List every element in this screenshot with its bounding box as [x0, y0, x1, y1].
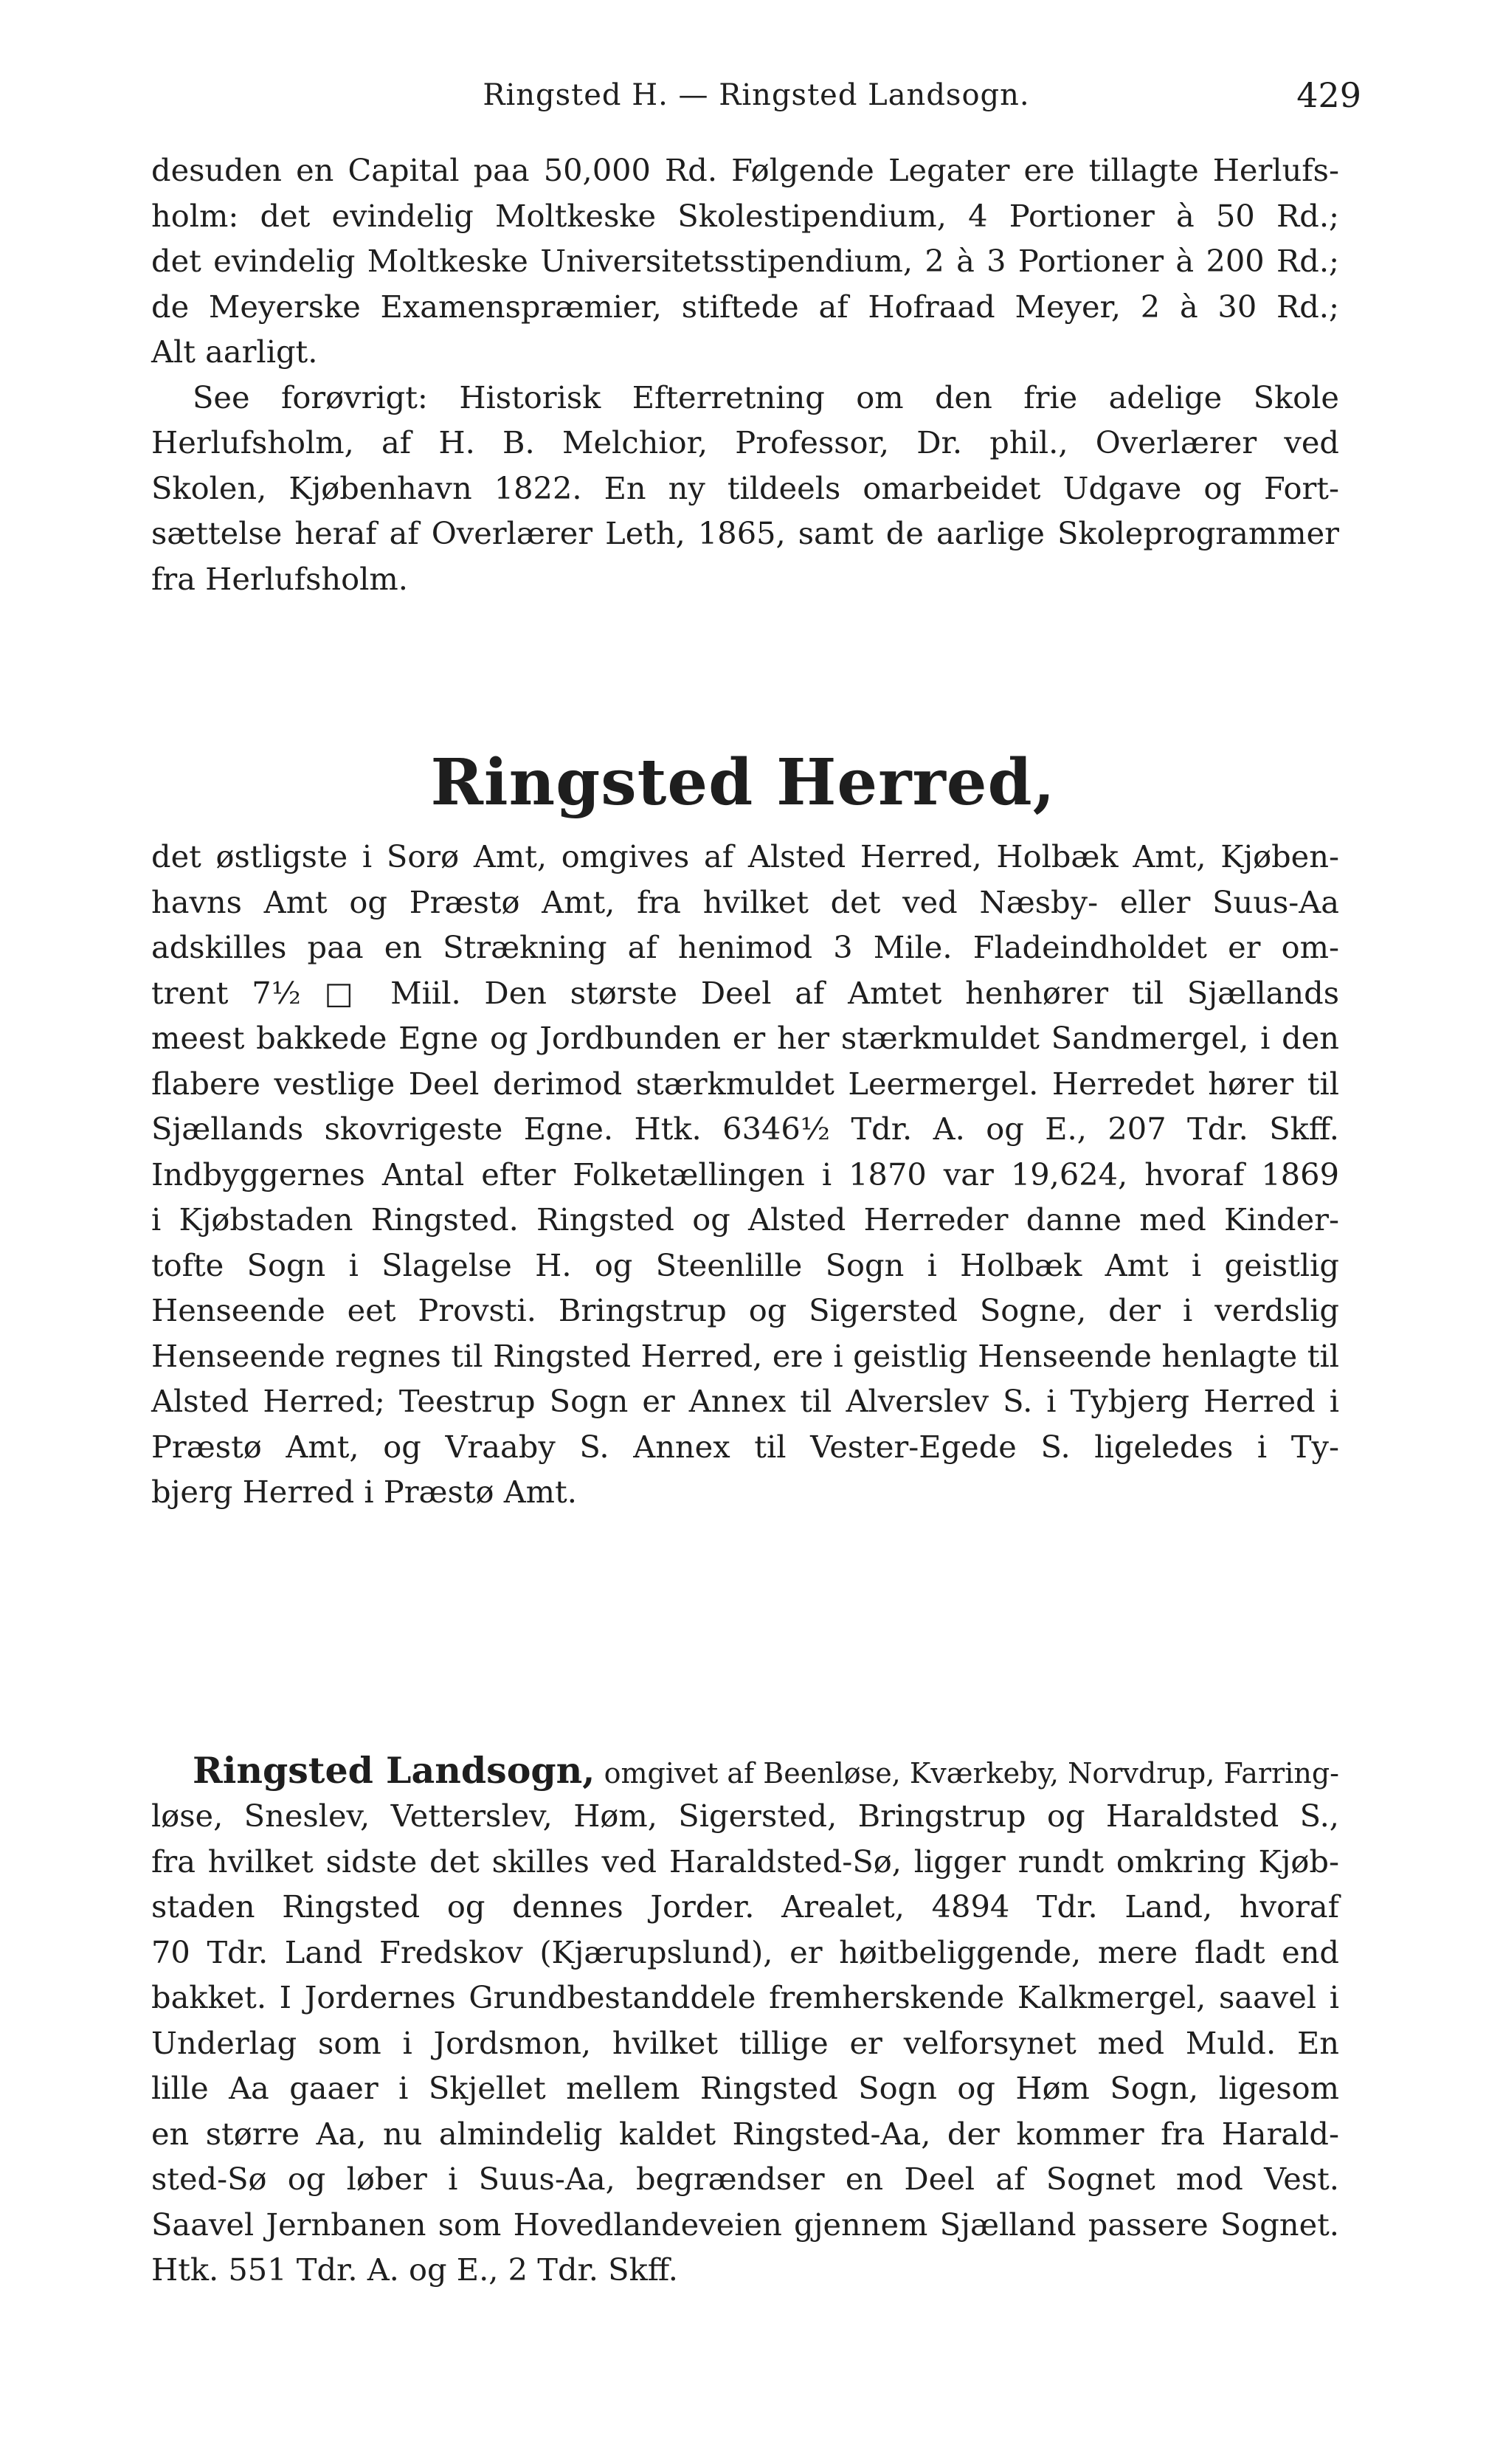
- text-line: staden Ringsted og dennes Jorder. Arealet, 4894 Tdr. Land, hvoraf: [151, 1888, 1339, 1925]
- text-line: holm: det evindelig Moltkeske Skolestipendium, 4 Portioner à 50 Rd.;: [151, 197, 1339, 234]
- text-line: bjerg Herred i Præstø Amt.: [151, 1474, 577, 1510]
- text-line: meest bakkede Egne og Jordbunden er her stærkmuldet Sandmergel, i den: [151, 1020, 1339, 1056]
- text-line: havns Amt og Præstø Amt, fra hvilket det ved Næsby- eller Suus-Aa: [151, 883, 1339, 920]
- text-line: flabere vestlige Deel derimod stærkmuldet Leermergel. Herredet hører til: [151, 1065, 1339, 1102]
- text-line: det østligste i Sorø Amt, omgives af Alsted Herred, Holbæk Amt, Kjøben-: [151, 838, 1339, 874]
- text-line: See forøvrigt: Historisk Efterretning om den frie adelige Skole: [193, 379, 1339, 415]
- text-line: desuden en Capital paa 50,000 Rd. Følgende Legater ere tillagte Herlufs-: [151, 152, 1339, 188]
- text-line: Sjællands skovrigeste Egne. Htk. 6346½ Tdr. A. og E., 207 Tdr. Skff.: [151, 1111, 1339, 1147]
- text-line: Saavel Jernbanen som Hovedlandeveien gjennem Sjælland passere Sognet.: [151, 2206, 1339, 2243]
- entry-first-line: omgivet af Beenløse, Kværkeby, Norvdrup, Farring-: [604, 1757, 1339, 1790]
- running-head: Ringsted H. — Ringsted Landsogn.: [483, 78, 1030, 112]
- text-line: bakket. I Jordernes Grundbestanddele fremherskende Kalkmergel, saavel i: [151, 1979, 1339, 2015]
- text-line: i Kjøbstaden Ringsted. Ringsted og Alsted Herreder danne med Kinder-: [151, 1201, 1339, 1238]
- text-line: det evindelig Moltkeske Universitetsstipendium, 2 à 3 Portioner à 200 Rd.;: [151, 243, 1339, 279]
- text-line: lille Aa gaaer i Skjellet mellem Ringsted Sogn og Høm Sogn, ligesom: [151, 2070, 1339, 2106]
- text-line: Alt aarligt.: [151, 334, 318, 370]
- text-line: fra hvilket sidste det skilles ved Haraldsted-Sø, ligger rundt omkring Kjøb-: [151, 1843, 1339, 1880]
- page-header: [151, 65, 1361, 117]
- page-number: 429: [1296, 75, 1361, 115]
- text-line: de Meyerske Examenspræmier, stiftede af Hofraad Meyer, 2 à 30 Rd.;: [151, 288, 1339, 325]
- text-line: Skolen, Kjøbenhavn 1822. En ny tildeels omarbeidet Udgave og Fort-: [151, 469, 1339, 506]
- text-line: 70 Tdr. Land Fredskov (Kjærupslund), er høitbeliggende, mere fladt end: [151, 1933, 1339, 1970]
- text-line: løse, Sneslev, Vetterslev, Høm, Sigersted, Bringstrup og Haraldsted S.,: [151, 1798, 1339, 1834]
- text-line: sted-Sø og løber i Suus-Aa, begrændser en Deel af Sognet mod Vest.: [151, 2161, 1339, 2197]
- text-line: trent 7½ □ Miil. Den største Deel af Amtet henhører til Sjællands: [151, 974, 1339, 1011]
- entry-lead: Ringsted Landsogn,: [193, 1749, 595, 1792]
- text-line: adskilles paa en Strækning af henimod 3 Mile. Fladeindholdet er om-: [151, 929, 1339, 965]
- text-line: tofte Sogn i Slagelse H. og Steenlille Sogn i Holbæk Amt i geistlig: [151, 1246, 1339, 1283]
- text-line: [151, 1747, 1339, 1793]
- text-line: sættelse heraf af Overlærer Leth, 1865, samt de aarlige Skoleprogrammer: [151, 515, 1339, 551]
- text-line: fra Herlufsholm.: [151, 560, 408, 597]
- intro-paragraphs: [151, 148, 1339, 601]
- landsogn-paragraph: [151, 1747, 1339, 2293]
- text-line: Alsted Herred; Teestrup Sogn er Annex til Alverslev S. i Tybjerg Herred i: [151, 1383, 1339, 1419]
- text-line: Præstø Amt, og Vraaby S. Annex til Vester-Egede S. ligeledes i Ty-: [151, 1428, 1339, 1465]
- text-line: Henseende eet Provsti. Bringstrup og Sigersted Sogne, der i verdslig: [151, 1292, 1339, 1328]
- herred-paragraph: [151, 834, 1339, 1515]
- text-line: Herlufsholm, af H. B. Melchior, Professor, Dr. phil., Overlærer ved: [151, 424, 1339, 460]
- text-line: Indbyggernes Antal efter Folketællingen i 1870 var 19,624, hvoraf 1869: [151, 1156, 1339, 1193]
- text-line: Henseende regnes til Ringsted Herred, ere i geistlig Henseende henlagte til: [151, 1337, 1339, 1374]
- text-line: Htk. 551 Tdr. A. og E., 2 Tdr. Skff.: [151, 2251, 678, 2288]
- section-heading: Ringsted Herred,: [430, 745, 1056, 820]
- text-line: en større Aa, nu almindelig kaldet Ringsted-Aa, der kommer fra Harald-: [151, 2115, 1339, 2152]
- text-line: Underlag som i Jordsmon, hvilket tillige er velforsynet med Muld. En: [151, 2024, 1339, 2061]
